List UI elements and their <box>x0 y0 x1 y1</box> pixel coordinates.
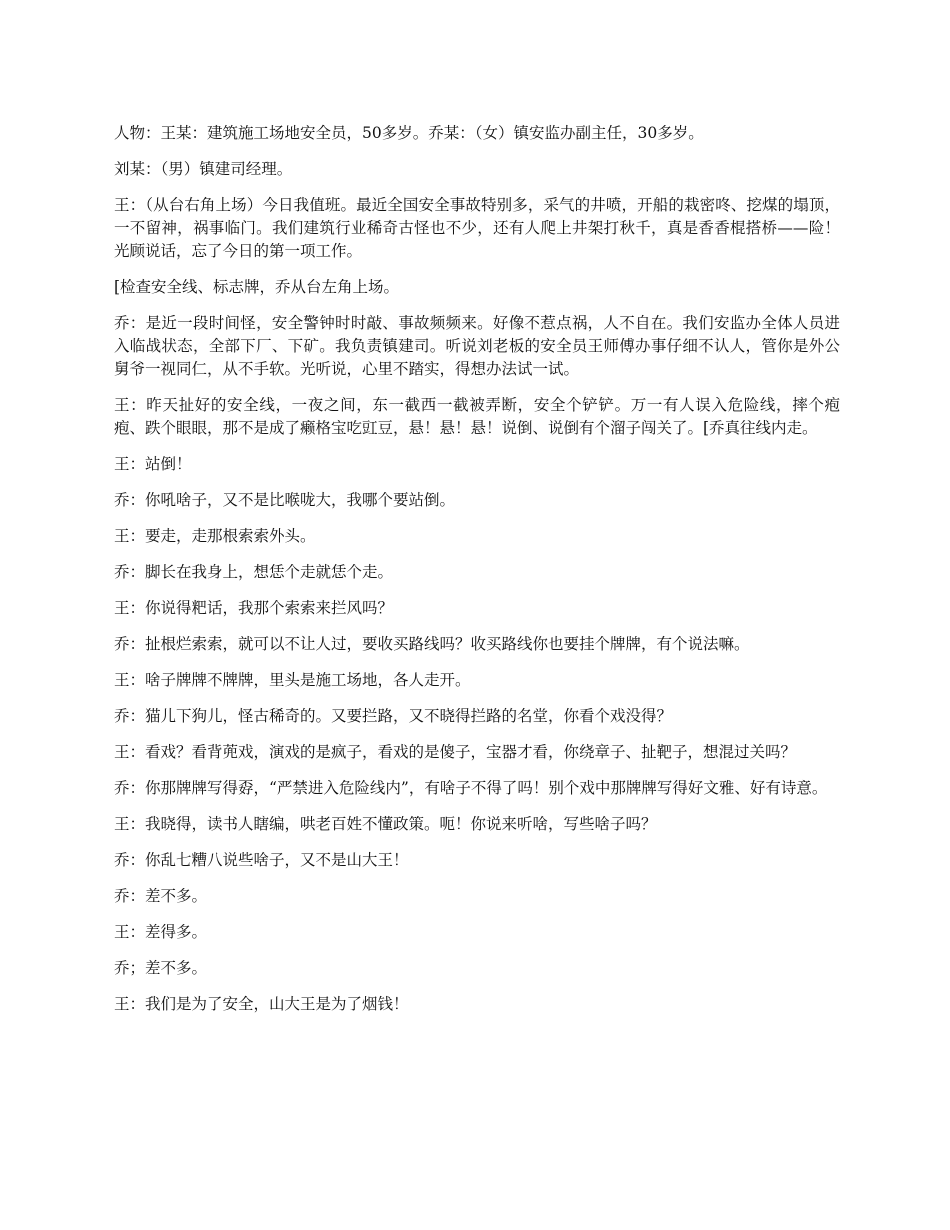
cast-list-line: 刘某：（男）镇建司经理。 <box>114 160 293 178</box>
cast-list-line: 人物：王某：建筑施工场地安全员，50多岁。乔某：（女）镇安监办副主任，30多岁。 <box>114 124 704 142</box>
stage-direction: [检查安全线、标志牌，乔从台左角上场。 <box>114 278 400 296</box>
dialogue-paragraph: 王：（从台右角上场）今日我值班。最近全国安全事故特别多，采气的井喷，开船的栽密咚、挖煤的塌顶，一不留神，祸事临门。我们建筑行业稀奇古怪也不少，还有人爬上井架打秋千，真是香香棍搭桥——险！光顾说话，忘了今日的第一项工作。 <box>114 196 840 260</box>
dialogue-line: 乔：猫儿下狗儿，怪古稀奇的。又要拦路，又不晓得拦路的名堂，你看个戏没得？ <box>114 707 673 725</box>
dialogue-paragraph: 王：看戏？看背蔸戏，演戏的是疯子，看戏的是傻子，宝器才看，你绕章子、扯靶子，想混过关吗？ <box>114 743 797 761</box>
dialogue-line: 王：我晓得，读书人瞎编，哄老百姓不懂政策。呃！你说来听啥，写些啥子吗？ <box>114 815 657 833</box>
document-page <box>114 122 840 1029</box>
dialogue-line: 王：站倒！ <box>114 455 192 473</box>
dialogue-paragraph: 王：昨天扯好的安全线，一夜之间，东一截西一截被弄断，安全个铲铲。万一有人误入危险线，摔个疱疱、跌个眼眼，那不是成了癞格宝吃豇豆，悬！悬！悬！说倒、说倒有个溜子闯关了。[乔真往线内走。 <box>114 396 840 437</box>
dialogue-line: 王：差得多。 <box>114 923 208 941</box>
dialogue-line: 乔；差不多。 <box>114 959 208 977</box>
dialogue-line: 乔：脚长在我身上，想恁个走就恁个走。 <box>114 563 394 581</box>
dialogue-paragraph: 乔：扯根烂索索，就可以不让人过，要收买路线吗？收买路线你也要挂个牌牌，有个说法嘛。 <box>114 635 750 653</box>
dialogue-line: 乔：差不多。 <box>114 887 208 905</box>
dialogue-line: 乔：你乱七糟八说些啥子，又不是山大王！ <box>114 851 409 869</box>
dialogue-line: 王：你说得粑话，我那个索索来拦风吗？ <box>114 599 394 617</box>
dialogue-line: 乔：你吼啥子，又不是比喉咙大，我哪个要站倒。 <box>114 491 456 509</box>
dialogue-line: 王：我们是为了安全，山大王是为了烟钱！ <box>114 995 409 1013</box>
dialogue-line: 王：要走，走那根索索外头。 <box>114 527 316 545</box>
dialogue-paragraph: 乔：是近一段时间怪，安全警钟时时敲、事故频频来。好像不惹点祸，人不自在。我们安监办全体人员进入临战状态，全部下厂、下矿。我负责镇建司。听说刘老板的安全员王师傅办事仔细不认人，管你是外公舅爷一视同仁，从不手软。光听说，心里不踏实，得想办法试一试。 <box>114 314 840 378</box>
dialogue-paragraph: 乔：你那牌牌写得孬，“严禁进入危险线内”，有啥子不得了吗！别个戏中那牌牌写得好文雅、好有诗意。 <box>114 779 828 797</box>
dialogue-line: 王：啥子牌牌不牌牌，里头是施工场地，各人走开。 <box>114 671 471 689</box>
